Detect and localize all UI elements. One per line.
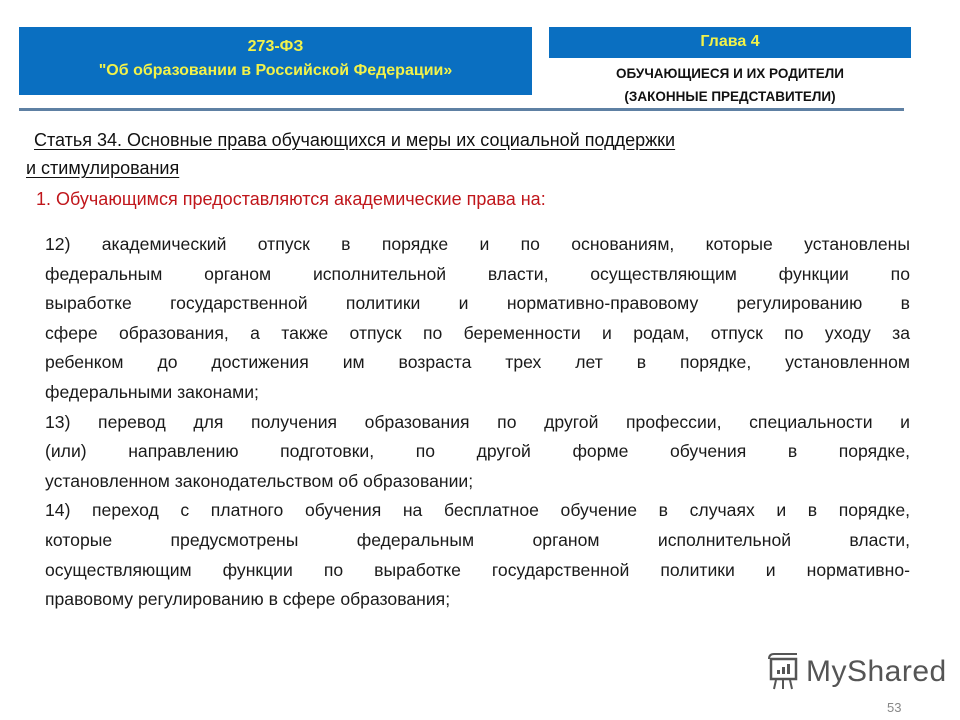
chapter-title-line2: (ЗАКОННЫЕ ПРЕДСТАВИТЕЛИ) xyxy=(624,89,836,104)
body-line: 12) академический отпуск в порядке и по основаниям, которые установлены xyxy=(45,234,910,254)
chapter-box: Глава 4 xyxy=(549,27,911,58)
article-title-line1: Статья 34. Основные права обучающихся и меры их социальной поддержки xyxy=(34,130,676,150)
body-line: правовому регулированию в сфере образования; xyxy=(45,589,451,610)
article-body xyxy=(45,230,910,615)
watermark-text: MyShared xyxy=(806,655,947,688)
body-line: сфере образования, а также отпуск по беременности и родам, отпуск по уходу за xyxy=(45,322,910,343)
body-line: ребенком до достижения им возраста трех лет в порядке, установленном xyxy=(45,352,910,373)
chapter-title xyxy=(549,62,911,108)
body-line: которые предусмотрены федеральным органом исполнительной власти, xyxy=(45,529,910,550)
page-number: 53 xyxy=(887,700,902,715)
body-line: 13) перевод для получения образования по другой профессии, специальности и xyxy=(45,411,910,432)
body-line: (или) направлению подготовки, по другой форме обучения в порядке, xyxy=(45,441,910,462)
body-line: осуществляющим функции по выработке государственной политики и нормативно- xyxy=(45,559,910,580)
body-line: выработке государственной политики и нормативно-правовому регулированию в xyxy=(45,293,910,314)
law-number: 273-ФЗ xyxy=(247,38,304,55)
article-point: 1. Обучающимся предоставляются академические права на: xyxy=(36,189,546,209)
body-line: 14) переход с платного обучения на бесплатное обучение в случаях и в порядке, xyxy=(45,500,910,521)
body-line: установленном законодательством об образовании; xyxy=(45,470,474,491)
article-title xyxy=(26,126,675,182)
law-title: "Об образовании в Российской Федерации» xyxy=(98,62,453,79)
chapter-title-line1: ОБУЧАЮЩИЕСЯ И ИХ РОДИТЕЛИ xyxy=(616,66,844,81)
watermark-logo xyxy=(766,652,947,692)
presentation-board-icon xyxy=(766,653,800,691)
article-title-line2: и стимулирования xyxy=(26,158,180,178)
body-line: федеральными законами; xyxy=(45,381,259,402)
divider xyxy=(19,108,904,111)
law-header-box xyxy=(19,27,532,95)
body-line: федеральным органом исполнительной власти, осуществляющим функции по xyxy=(45,263,910,284)
